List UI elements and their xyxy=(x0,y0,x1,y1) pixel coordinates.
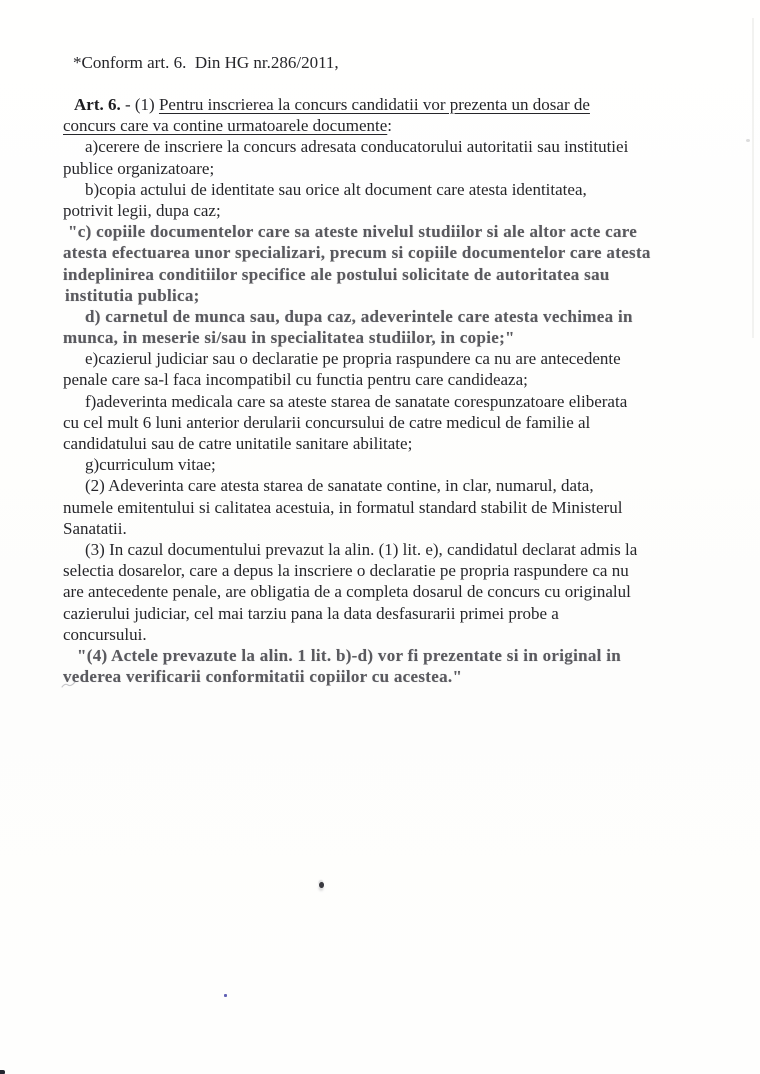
doc-text-segment: numele emitentului si calitatea acestuia, in formatul standard stabilit de Ministerul xyxy=(63,497,623,517)
doc-line xyxy=(63,179,723,200)
scan-edge-line xyxy=(752,18,754,338)
doc-line xyxy=(63,539,723,560)
doc-text-segment: concursului. xyxy=(63,624,147,644)
doc-line xyxy=(63,581,723,602)
doc-line xyxy=(63,306,723,327)
doc-text-segment: selectia dosarelor, care a depus la inscriere o declaratie pe propria raspundere ca nu xyxy=(63,561,629,581)
doc-text-segment: g)curriculum vitae; xyxy=(85,455,216,475)
doc-text-segment: cu cel mult 6 luni anterior derularii concursului de catre medicul de familie al xyxy=(63,412,591,432)
doc-text-segment: cazierului judiciar, cel mai tarziu pana la data desfasurarii primei probe a xyxy=(63,603,559,623)
doc-line xyxy=(63,264,723,285)
doc-text-segment: - (1) xyxy=(120,95,159,114)
doc-line xyxy=(63,518,723,539)
doc-line xyxy=(63,115,723,136)
doc-text-segment: f)adeverinta medicala care sa ateste starea de sanatate corespunzatoare eliberata xyxy=(85,391,628,411)
ink-dot-mark xyxy=(319,882,325,889)
doc-line xyxy=(63,369,723,390)
doc-text-segment: concurs care va contine urmatoarele documente xyxy=(63,116,388,136)
document-body xyxy=(63,94,723,687)
doc-line xyxy=(63,666,723,687)
doc-text-segment: atesta efectuarea unor specializari, precum si copiile documentelor care atesta xyxy=(63,243,651,263)
doc-text-segment: are antecedente penale, are obligatia de a completa dosarul de concurs cu originalul xyxy=(63,582,631,602)
doc-text-segment: potrivit legii, dupa caz; xyxy=(63,200,221,220)
doc-text-segment: Art. 6. xyxy=(74,95,121,114)
doc-line xyxy=(63,433,723,454)
doc-text-segment: Pentru inscrierea la concurs candidatii vor prezenta un dosar de xyxy=(158,95,590,114)
scan-speck-gray xyxy=(746,139,750,142)
doc-line xyxy=(63,454,723,475)
doc-text-segment: candidatului sau de catre unitatile sanitare abilitate; xyxy=(63,434,413,453)
doc-line xyxy=(63,158,723,179)
scan-speck-blue xyxy=(224,994,227,997)
doc-text-segment: a)cerere de inscriere la concurs adresata conducatorului autoritatii sau institutiei xyxy=(85,137,629,157)
doc-line xyxy=(63,136,723,157)
doc-text-segment: indeplinirea conditiilor specifice ale postului solicitate de autoritatea sau xyxy=(63,264,610,284)
doc-text-segment: (2) Adeverinta care atesta starea de sanatate contine, in clar, numarul, data, xyxy=(85,476,594,496)
doc-text-segment: penale care sa-l faca incompatibil cu functia pentru care candideaza; xyxy=(63,370,528,390)
pencil-squiggle-mark xyxy=(60,679,78,689)
corner-speck xyxy=(0,1070,5,1074)
doc-line xyxy=(63,391,723,412)
doc-line xyxy=(63,497,723,518)
doc-text-segment: e)cazierul judiciar sau o declaratie pe propria raspundere ca nu are antecedente xyxy=(85,349,621,369)
doc-line xyxy=(63,327,723,348)
doc-line xyxy=(63,348,723,369)
doc-line xyxy=(63,200,723,221)
doc-line xyxy=(63,624,723,645)
doc-text-segment: munca, in meserie si/sau in specialitatea studiilor, in copie;" xyxy=(63,328,515,348)
doc-line xyxy=(63,560,723,581)
conform-header-note: *Conform art. 6. Din HG nr.286/2011, xyxy=(73,53,339,72)
doc-text-segment: (3) In cazul documentului prevazut la alin. (1) lit. e), candidatul declarat admis la xyxy=(85,539,638,559)
doc-text-segment: "(4) Actele prevazute la alin. 1 lit. b)-d) vor fi prezentate si in original in xyxy=(77,645,622,665)
doc-line xyxy=(63,242,723,263)
doc-line xyxy=(63,603,723,624)
doc-text-segment: "c) copiile documentelor care sa ateste nivelul studiilor si ale altor acte care xyxy=(68,222,638,242)
doc-text-segment: vederea verificarii conformitatii copiilor cu acestea." xyxy=(63,667,463,687)
doc-line xyxy=(63,412,723,433)
doc-text-segment: Sanatatii. xyxy=(63,518,127,538)
doc-line xyxy=(63,645,723,666)
doc-line xyxy=(63,475,723,496)
doc-line xyxy=(63,221,723,242)
doc-line xyxy=(63,285,723,306)
doc-text-segment: b)copia actului de identitate sau orice alt document care atesta identitatea, xyxy=(85,179,587,199)
doc-text-segment: institutia publica; xyxy=(65,285,200,305)
doc-line xyxy=(63,94,723,115)
doc-text-segment: publice organizatoare; xyxy=(63,158,215,178)
doc-text-segment: d) carnetul de munca sau, dupa caz, adeverintele care atesta vechimea in xyxy=(85,306,633,326)
doc-text-segment: : xyxy=(387,116,392,136)
